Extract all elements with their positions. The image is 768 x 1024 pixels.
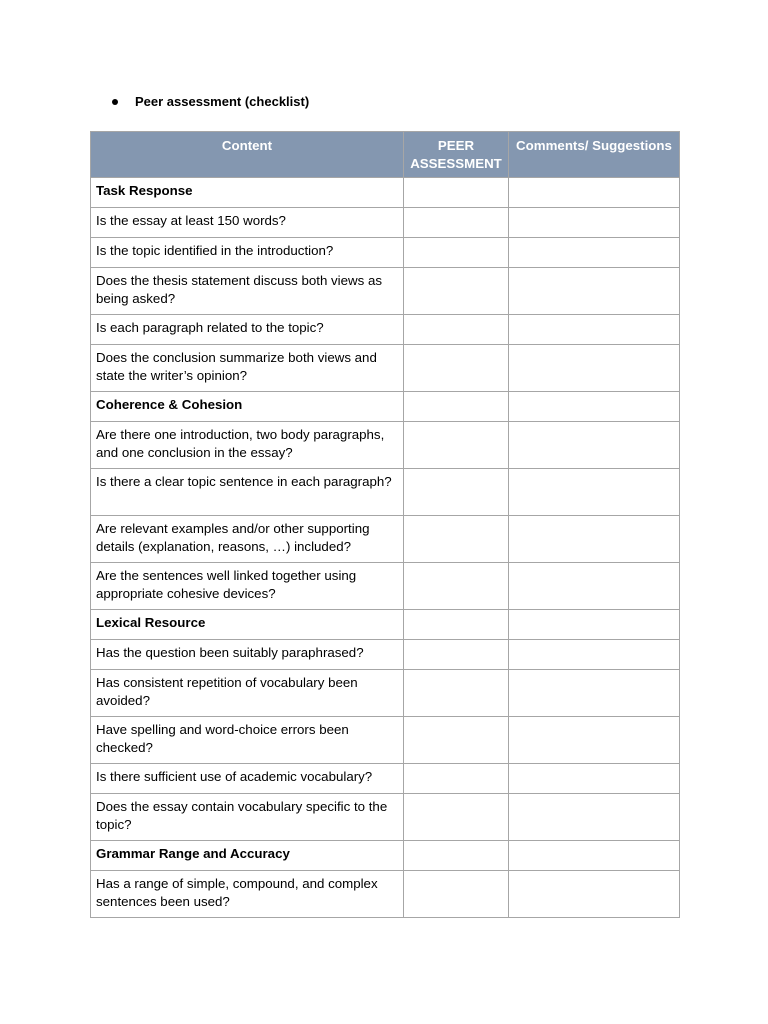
comments-cell[interactable] <box>509 610 680 640</box>
table-header-row <box>91 132 680 178</box>
comments-cell[interactable] <box>509 563 680 610</box>
peer-assessment-cell[interactable] <box>404 794 509 841</box>
table-row <box>91 516 680 563</box>
table-row <box>91 670 680 717</box>
checklist-question: Are there one introduction, two body paragraphs, and one conclusion in the essay? <box>91 422 404 469</box>
section-title: Grammar Range and Accuracy <box>91 841 404 871</box>
peer-assessment-cell[interactable] <box>404 178 509 208</box>
checklist-question: Have spelling and word-choice errors been checked? <box>91 717 404 764</box>
peer-assessment-cell[interactable] <box>404 610 509 640</box>
comments-cell[interactable] <box>509 469 680 516</box>
comments-cell[interactable] <box>509 238 680 268</box>
table-body <box>91 178 680 918</box>
peer-assessment-cell[interactable] <box>404 764 509 794</box>
checklist-question: Has consistent repetition of vocabulary been avoided? <box>91 670 404 717</box>
table-row <box>91 640 680 670</box>
checklist-question: Has the question been suitably paraphrased? <box>91 640 404 670</box>
peer-assessment-cell[interactable] <box>404 670 509 717</box>
comments-cell[interactable] <box>509 717 680 764</box>
column-header-comments: Comments/ Suggestions <box>509 132 680 178</box>
section-row <box>91 610 680 640</box>
peer-assessment-cell[interactable] <box>404 563 509 610</box>
comments-cell[interactable] <box>509 841 680 871</box>
peer-assessment-cell[interactable] <box>404 315 509 345</box>
comments-cell[interactable] <box>509 422 680 469</box>
comments-cell[interactable] <box>509 345 680 392</box>
table-row <box>91 268 680 315</box>
table-row <box>91 764 680 794</box>
comments-cell[interactable] <box>509 516 680 563</box>
section-title: Coherence & Cohesion <box>91 392 404 422</box>
comments-cell[interactable] <box>509 670 680 717</box>
peer-assessment-cell[interactable] <box>404 717 509 764</box>
peer-assessment-cell[interactable] <box>404 268 509 315</box>
checklist-question: Does the conclusion summarize both views and state the writer’s opinion? <box>91 345 404 392</box>
column-header-content: Content <box>91 132 404 178</box>
checklist-question: Is there sufficient use of academic vocabulary? <box>91 764 404 794</box>
peer-assessment-cell[interactable] <box>404 208 509 238</box>
peer-assessment-cell[interactable] <box>404 516 509 563</box>
checklist-question: Is there a clear topic sentence in each paragraph? <box>91 469 404 516</box>
peer-assessment-table <box>90 131 680 918</box>
checklist-question: Is the topic identified in the introduction? <box>91 238 404 268</box>
table-row <box>91 208 680 238</box>
section-row <box>91 392 680 422</box>
table-row <box>91 563 680 610</box>
peer-assessment-cell[interactable] <box>404 841 509 871</box>
peer-assessment-cell[interactable] <box>404 871 509 918</box>
section-title: Lexical Resource <box>91 610 404 640</box>
table-row <box>91 871 680 918</box>
checklist-question: Does the essay contain vocabulary specific to the topic? <box>91 794 404 841</box>
checklist-question: Has a range of simple, compound, and complex sentences been used? <box>91 871 404 918</box>
comments-cell[interactable] <box>509 871 680 918</box>
checklist-question: Does the thesis statement discuss both views as being asked? <box>91 268 404 315</box>
comments-cell[interactable] <box>509 392 680 422</box>
comments-cell[interactable] <box>509 640 680 670</box>
section-row <box>91 178 680 208</box>
comments-cell[interactable] <box>509 178 680 208</box>
comments-cell[interactable] <box>509 794 680 841</box>
comments-cell[interactable] <box>509 268 680 315</box>
peer-assessment-cell[interactable] <box>404 469 509 516</box>
table-row <box>91 469 680 516</box>
comments-cell[interactable] <box>509 315 680 345</box>
heading-text: Peer assessment (checklist) <box>135 94 310 109</box>
checklist-question: Is the essay at least 150 words? <box>91 208 404 238</box>
section-title: Task Response <box>91 178 404 208</box>
peer-assessment-cell[interactable] <box>404 392 509 422</box>
comments-cell[interactable] <box>509 764 680 794</box>
comments-cell[interactable] <box>509 208 680 238</box>
column-header-peer-assessment: PEER ASSESSMENT <box>404 132 509 178</box>
checklist-question: Are relevant examples and/or other supporting details (explanation, reasons, …) included? <box>91 516 404 563</box>
table-row <box>91 794 680 841</box>
peer-assessment-cell[interactable] <box>404 345 509 392</box>
checklist-question: Is each paragraph related to the topic? <box>91 315 404 345</box>
table-row <box>91 422 680 469</box>
section-row <box>91 841 680 871</box>
checklist-question: Are the sentences well linked together using appropriate cohesive devices? <box>91 563 404 610</box>
section-heading <box>112 94 309 109</box>
table-row <box>91 238 680 268</box>
peer-assessment-cell[interactable] <box>404 640 509 670</box>
table-row <box>91 717 680 764</box>
peer-assessment-cell[interactable] <box>404 422 509 469</box>
peer-assessment-cell[interactable] <box>404 238 509 268</box>
table-row <box>91 345 680 392</box>
bullet-icon <box>112 99 118 105</box>
table-row <box>91 315 680 345</box>
